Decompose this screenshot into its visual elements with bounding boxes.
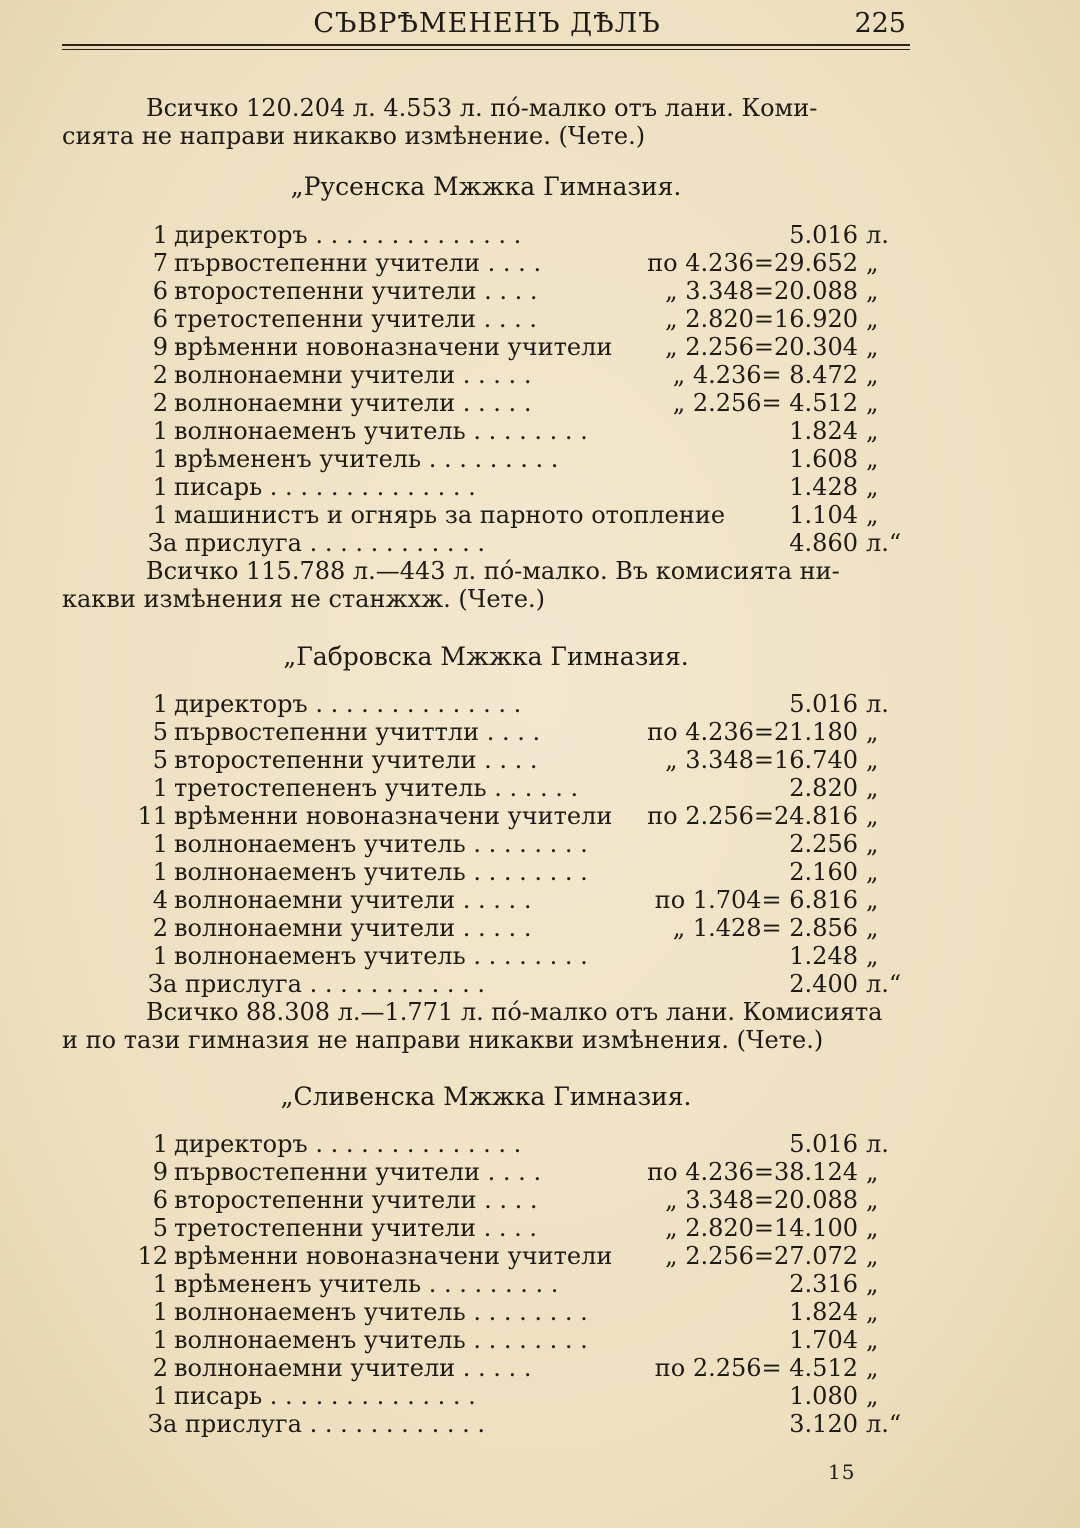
- row-unit: „: [866, 501, 879, 529]
- row-label: волнонаемни учители . . . . .: [174, 389, 532, 417]
- row-label: волнонаеменъ учитель . . . . . . . .: [174, 417, 588, 445]
- table-row: [62, 1214, 910, 1242]
- row-label: писарь . . . . . . . . . . . . . .: [174, 473, 476, 501]
- row-label: първостепенни учители . . . .: [174, 1158, 542, 1186]
- row-label: врѣменни новоназначени учители: [174, 1242, 613, 1270]
- row-label: третостепененъ учитель . . . . . .: [174, 774, 579, 802]
- table-row: [62, 417, 910, 445]
- row-count: 1: [152, 1130, 168, 1158]
- table-row: [62, 802, 910, 830]
- row-amount: 2.256: [789, 830, 858, 858]
- row-count: 5: [152, 718, 168, 746]
- table-row: [62, 529, 910, 557]
- row-label: волнонаеменъ учитель . . . . . . . .: [174, 942, 588, 970]
- table-row: [62, 333, 910, 361]
- row-amount: 2.160: [789, 858, 858, 886]
- row-unit: „: [866, 830, 879, 858]
- row-amount: 1.248: [789, 942, 858, 970]
- table-row: [62, 1354, 910, 1382]
- table-row: [62, 473, 910, 501]
- row-label: второстепенни учители . . . .: [174, 1186, 538, 1214]
- row-amount: 1.104: [789, 501, 858, 529]
- row-count: 1: [152, 221, 168, 249]
- row-count: 4: [152, 886, 168, 914]
- row-amount: по 2.256=24.816: [647, 802, 858, 830]
- row-amount: 1.428: [789, 473, 858, 501]
- row-label: врѣменни новоназначени учители: [174, 333, 613, 361]
- intro-paragraph: [62, 94, 910, 150]
- running-header: [62, 4, 912, 44]
- row-amount: „ 3.348=20.088: [665, 1186, 858, 1214]
- row-count: 7: [152, 249, 168, 277]
- row-count: 1: [152, 774, 168, 802]
- summary-paragraph: [62, 557, 910, 613]
- row-count: 6: [152, 305, 168, 333]
- section-heading: „Сливенска Мжжка Гимназия.: [280, 1082, 692, 1111]
- table-row: [62, 1298, 910, 1326]
- row-label: писарь . . . . . . . . . . . . . .: [174, 1382, 476, 1410]
- row-count: 1: [152, 1270, 168, 1298]
- row-unit: „: [866, 914, 879, 942]
- row-label: врѣмененъ учитель . . . . . . . . .: [174, 1270, 559, 1298]
- row-unit: л.“: [866, 529, 902, 557]
- row-count: 1: [152, 473, 168, 501]
- row-count: 1: [152, 1326, 168, 1354]
- table-row: [62, 277, 910, 305]
- row-unit: „: [866, 445, 879, 473]
- row-label: За прислуга . . . . . . . . . . . .: [148, 1410, 486, 1438]
- text-line: какви измѣнения не станжхж. (Чете.): [62, 585, 546, 613]
- row-count: 2: [152, 914, 168, 942]
- row-label: директоръ . . . . . . . . . . . . . .: [174, 1130, 522, 1158]
- row-count: 11: [137, 802, 168, 830]
- row-amount: 5.016: [789, 1130, 858, 1158]
- row-unit: л.“: [866, 970, 902, 998]
- table-row: [62, 1186, 910, 1214]
- row-unit: „: [866, 1326, 879, 1354]
- row-label: третостепенни учители . . . .: [174, 305, 538, 333]
- row-unit: „: [866, 417, 879, 445]
- row-unit: „: [866, 1298, 879, 1326]
- row-unit: „: [866, 746, 879, 774]
- row-amount: „ 1.428= 2.856: [672, 914, 858, 942]
- row-amount: „ 4.236= 8.472: [672, 361, 858, 389]
- row-label: врѣмененъ учитель . . . . . . . . .: [174, 445, 559, 473]
- row-amount: по 2.256= 4.512: [654, 1354, 858, 1382]
- table-row: [62, 886, 910, 914]
- row-amount: „ 3.348=16.740: [665, 746, 858, 774]
- row-unit: „: [866, 473, 879, 501]
- row-unit: „: [866, 333, 879, 361]
- table-row: [62, 942, 910, 970]
- row-amount: по 1.704= 6.816: [654, 886, 858, 914]
- row-amount: 1.080: [789, 1382, 858, 1410]
- table-row: [62, 361, 910, 389]
- row-unit: „: [866, 718, 879, 746]
- row-unit: „: [866, 1186, 879, 1214]
- row-count: 1: [152, 417, 168, 445]
- row-label: първостепенни учиттли . . . .: [174, 718, 541, 746]
- row-amount: 1.704: [789, 1326, 858, 1354]
- header-rule: [62, 44, 910, 46]
- row-unit: „: [866, 1158, 879, 1186]
- row-unit: „: [866, 858, 879, 886]
- table-row: [62, 249, 910, 277]
- table-row: [62, 1382, 910, 1410]
- row-amount: 3.120: [789, 1410, 858, 1438]
- row-unit: л.: [866, 690, 889, 718]
- row-count: 2: [152, 361, 168, 389]
- row-count: 1: [152, 858, 168, 886]
- row-label: третостепенни учители . . . .: [174, 1214, 538, 1242]
- table-row: [62, 690, 910, 718]
- row-count: 9: [152, 333, 168, 361]
- row-count: 1: [152, 830, 168, 858]
- table-row: [62, 445, 910, 473]
- row-amount: по 4.236=38.124: [647, 1158, 858, 1186]
- row-amount: „ 2.820=16.920: [665, 305, 858, 333]
- table-row: [62, 1270, 910, 1298]
- text-line: Всичко 115.788 л.—443 л. пó-малко. Въ комисията ни-: [146, 557, 840, 585]
- row-unit: „: [866, 1242, 879, 1270]
- row-amount: 4.860: [789, 529, 858, 557]
- table-row: [62, 305, 910, 333]
- table-row: [62, 830, 910, 858]
- row-label: второстепенни учители . . . .: [174, 277, 538, 305]
- row-amount: 2.400: [789, 970, 858, 998]
- row-count: 1: [152, 1298, 168, 1326]
- row-count: 6: [152, 1186, 168, 1214]
- row-count: 2: [152, 389, 168, 417]
- row-unit: „: [866, 1382, 879, 1410]
- table-row: [62, 914, 910, 942]
- table-row: [62, 389, 910, 417]
- table-row: [62, 774, 910, 802]
- table-row: [62, 221, 910, 249]
- row-label: волнонаемни учители . . . . .: [174, 886, 532, 914]
- row-unit: „: [866, 1214, 879, 1242]
- signature-mark: 15: [828, 1460, 856, 1484]
- row-unit: „: [866, 942, 879, 970]
- row-label: врѣменни новоназначени учители: [174, 802, 613, 830]
- row-unit: л.: [866, 221, 889, 249]
- row-amount: 5.016: [789, 221, 858, 249]
- row-count: 5: [152, 1214, 168, 1242]
- row-amount: 2.820: [789, 774, 858, 802]
- row-amount: 1.824: [789, 417, 858, 445]
- table-row: [62, 1410, 910, 1438]
- row-unit: „: [866, 305, 879, 333]
- text-line: Всичко 88.308 л.—1.771 л. пó-малко отъ лани. Комисията: [146, 998, 883, 1026]
- row-unit: „: [866, 886, 879, 914]
- row-label: волнонаеменъ учитель . . . . . . . .: [174, 858, 588, 886]
- table-row: [62, 970, 910, 998]
- row-unit: „: [866, 774, 879, 802]
- row-count: 12: [137, 1242, 168, 1270]
- row-amount: по 4.236=21.180: [647, 718, 858, 746]
- table-row: [62, 858, 910, 886]
- text-line: сията не направи никакво измѣнение. (Чете.): [62, 122, 646, 150]
- row-label: второстепенни учители . . . .: [174, 746, 538, 774]
- row-label: директоръ . . . . . . . . . . . . . .: [174, 690, 522, 718]
- row-count: 1: [152, 942, 168, 970]
- row-amount: „ 2.820=14.100: [665, 1214, 858, 1242]
- row-amount: по 4.236=29.652: [647, 249, 858, 277]
- row-label: волнонаемни учители . . . . .: [174, 1354, 532, 1382]
- text-line: Всичко 120.204 л. 4.553 л. пó-малко отъ лани. Коми-: [146, 94, 818, 122]
- table-row: [62, 718, 910, 746]
- row-unit: „: [866, 1354, 879, 1382]
- row-label: директоръ . . . . . . . . . . . . . .: [174, 221, 522, 249]
- row-amount: 2.316: [789, 1270, 858, 1298]
- row-label: първостепенни учители . . . .: [174, 249, 542, 277]
- row-amount: „ 3.348=20.088: [665, 277, 858, 305]
- header-title: СЪВРѢМЕНЕНЪ ДѢЛЪ: [313, 8, 661, 39]
- section-heading: „Русенска Мжжка Гимназия.: [290, 172, 682, 201]
- row-unit: л.: [866, 1130, 889, 1158]
- row-unit: „: [866, 389, 879, 417]
- row-amount: „ 2.256= 4.512: [672, 389, 858, 417]
- header-rule-thin: [62, 49, 910, 50]
- row-amount: 5.016: [789, 690, 858, 718]
- row-label: За прислуга . . . . . . . . . . . .: [148, 529, 486, 557]
- row-label: волнонаеменъ учитель . . . . . . . .: [174, 830, 588, 858]
- table-row: [62, 746, 910, 774]
- row-count: 9: [152, 1158, 168, 1186]
- row-count: 6: [152, 277, 168, 305]
- row-count: 1: [152, 1382, 168, 1410]
- row-count: 1: [152, 690, 168, 718]
- row-unit: „: [866, 802, 879, 830]
- row-count: 5: [152, 746, 168, 774]
- row-count: 2: [152, 1354, 168, 1382]
- table-row: [62, 1130, 910, 1158]
- table-row: [62, 501, 910, 529]
- section-heading: „Габровска Мжжка Гимназия.: [283, 642, 689, 671]
- table-row: [62, 1326, 910, 1354]
- row-amount: 1.608: [789, 445, 858, 473]
- table-row: [62, 1242, 910, 1270]
- row-label: машинистъ и огнярь за парното отопление: [174, 501, 726, 529]
- page-number: 225: [854, 8, 906, 39]
- table-row: [62, 1158, 910, 1186]
- row-unit: „: [866, 361, 879, 389]
- row-amount: 1.824: [789, 1298, 858, 1326]
- row-count: 1: [152, 445, 168, 473]
- row-label: волнонаемни учители . . . . .: [174, 361, 532, 389]
- row-unit: „: [866, 249, 879, 277]
- row-unit: „: [866, 1270, 879, 1298]
- summary-paragraph: [62, 998, 910, 1054]
- row-label: волнонаеменъ учитель . . . . . . . .: [174, 1298, 588, 1326]
- row-label: За прислуга . . . . . . . . . . . .: [148, 970, 486, 998]
- row-count: 1: [152, 501, 168, 529]
- text-line: и по тази гимназия не направи никакви измѣнения. (Чете.): [62, 1026, 824, 1054]
- row-label: волнонаеменъ учитель . . . . . . . .: [174, 1326, 588, 1354]
- row-unit: „: [866, 277, 879, 305]
- row-unit: л.“: [866, 1410, 902, 1438]
- row-amount: „ 2.256=20.304: [665, 333, 858, 361]
- row-label: волнонаемни учители . . . . .: [174, 914, 532, 942]
- row-amount: „ 2.256=27.072: [665, 1242, 858, 1270]
